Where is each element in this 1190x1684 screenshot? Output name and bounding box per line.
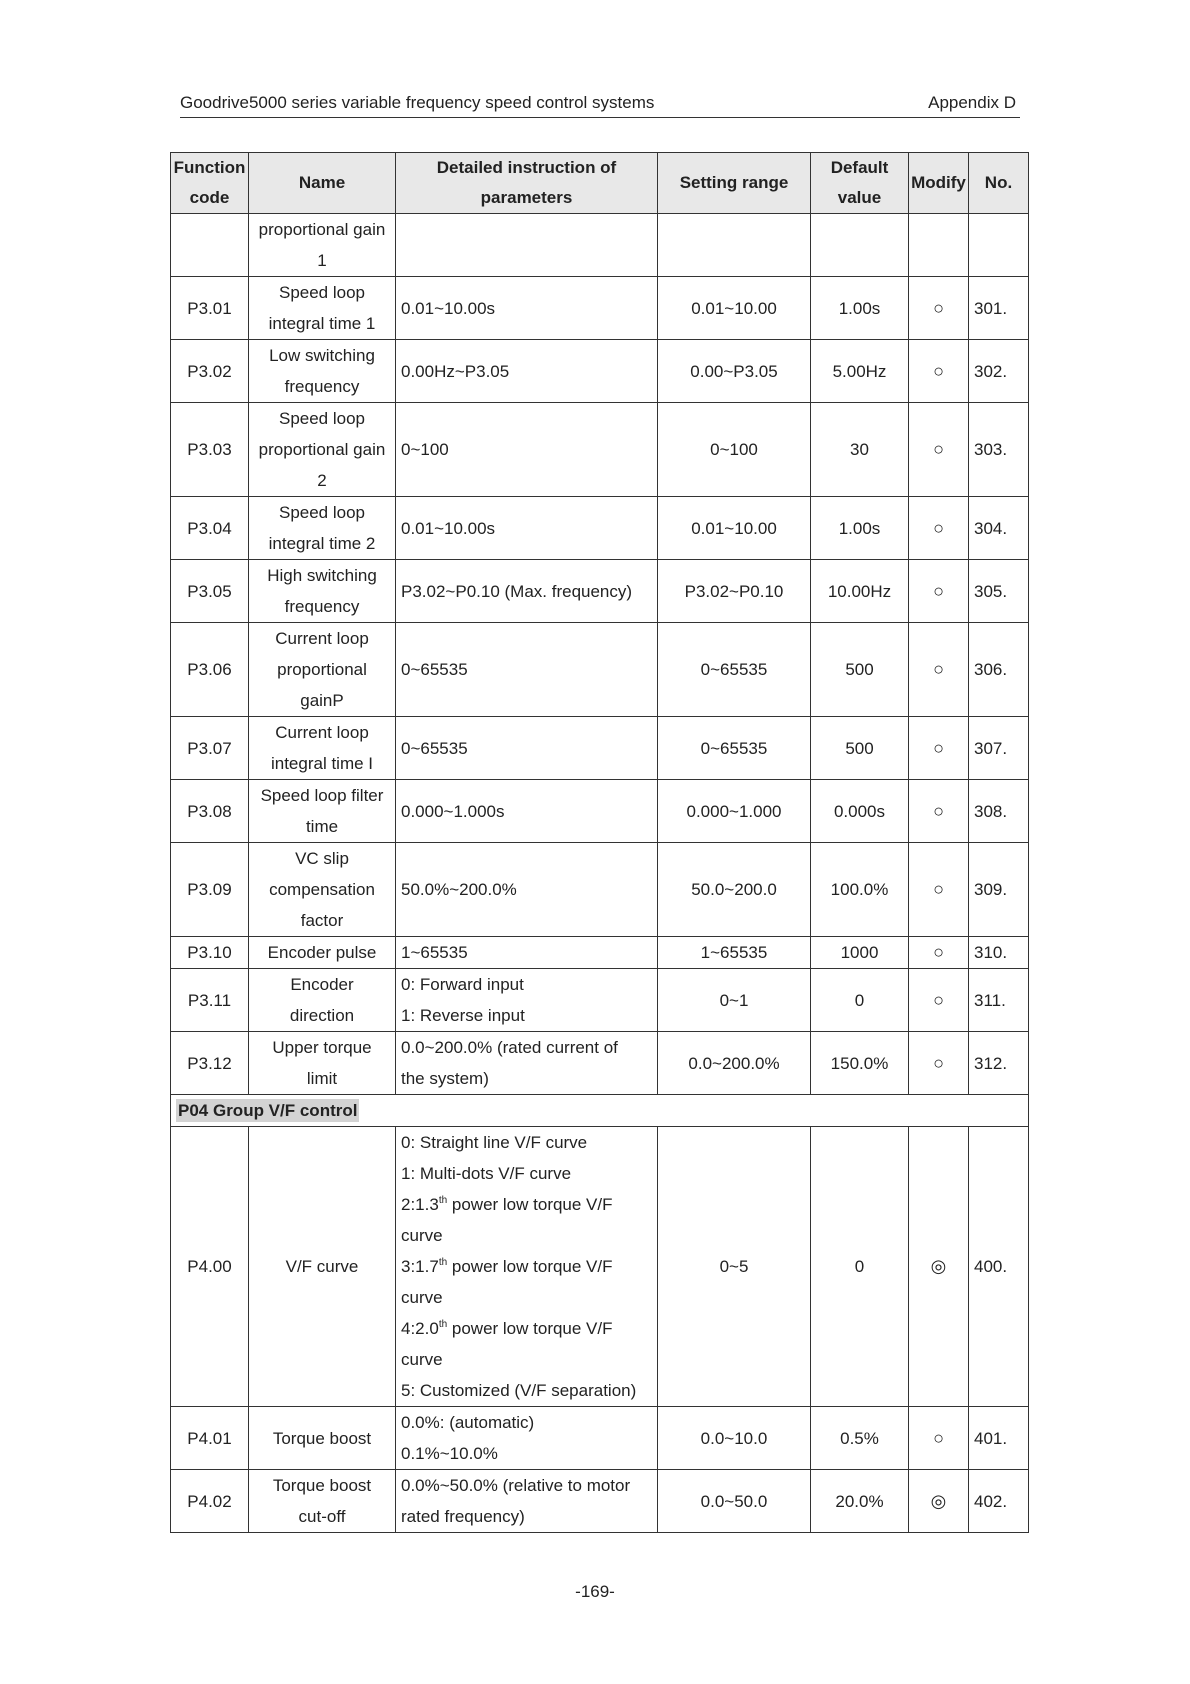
param-detail: 50.0%~200.0%	[396, 843, 658, 937]
modify-circle-icon: ○	[909, 937, 969, 969]
param-name: VC slip compensation factor	[249, 843, 396, 937]
modify-circle-icon: ○	[909, 497, 969, 560]
modify-circle-icon: ○	[909, 780, 969, 843]
group-heading: P04 Group V/F control	[178, 1101, 358, 1120]
param-number: 306.	[969, 623, 1029, 717]
setting-range: 1~65535	[658, 937, 811, 969]
modify-circle-icon	[909, 214, 969, 277]
function-code: P3.03	[171, 403, 249, 497]
param-detail: 0.0~200.0% (rated current of the system)	[396, 1032, 658, 1095]
param-number: 401.	[969, 1407, 1029, 1470]
param-name: High switching frequency	[249, 560, 396, 623]
modify-circle-icon: ○	[909, 277, 969, 340]
modify-circle-icon: ○	[909, 969, 969, 1032]
setting-range: 0.0~50.0	[658, 1470, 811, 1533]
setting-range: 0.00~P3.05	[658, 340, 811, 403]
setting-range: 0.0~10.0	[658, 1407, 811, 1470]
page-number: -169-	[575, 1582, 615, 1601]
modify-double-circle-icon: ◎	[909, 1470, 969, 1533]
function-code: P3.08	[171, 780, 249, 843]
param-number: 311.	[969, 969, 1029, 1032]
param-name: Current loop integral time I	[249, 717, 396, 780]
param-name: Speed loop filter time	[249, 780, 396, 843]
default-value: 5.00Hz	[811, 340, 909, 403]
param-name: Torque boost cut-off	[249, 1470, 396, 1533]
col-no: No.	[969, 153, 1029, 214]
param-number: 310.	[969, 937, 1029, 969]
setting-range: 0~1	[658, 969, 811, 1032]
param-number: 303.	[969, 403, 1029, 497]
table-row	[171, 843, 1029, 937]
table-row	[171, 560, 1029, 623]
param-number: 305.	[969, 560, 1029, 623]
table-row	[171, 340, 1029, 403]
param-name: Torque boost	[249, 1407, 396, 1470]
param-detail: P3.02~P0.10 (Max. frequency)	[396, 560, 658, 623]
default-value: 10.00Hz	[811, 560, 909, 623]
function-code: P3.10	[171, 937, 249, 969]
group-row-body	[171, 1095, 1029, 1407]
function-code: P3.12	[171, 1032, 249, 1095]
default-value: 30	[811, 403, 909, 497]
param-name: V/F curve	[249, 1127, 396, 1407]
table-row	[171, 937, 1029, 969]
param-detail: 0~65535	[396, 717, 658, 780]
modify-circle-icon: ○	[909, 1407, 969, 1470]
modify-circle-icon: ○	[909, 717, 969, 780]
modify-circle-icon: ○	[909, 340, 969, 403]
param-number: 308.	[969, 780, 1029, 843]
param-detail: 0.0%~50.0% (relative to motor rated frequency)	[396, 1470, 658, 1533]
setting-range: P3.02~P0.10	[658, 560, 811, 623]
param-detail: 0: Forward input 1: Reverse input	[396, 969, 658, 1032]
function-code: P3.04	[171, 497, 249, 560]
setting-range	[658, 214, 811, 277]
modify-circle-icon: ○	[909, 1032, 969, 1095]
param-number: 304.	[969, 497, 1029, 560]
table-header	[171, 153, 1029, 214]
default-value	[811, 214, 909, 277]
col-function-code: Function code	[171, 153, 249, 214]
param-name: Low switching frequency	[249, 340, 396, 403]
function-code: P4.02	[171, 1470, 249, 1533]
section-label: Appendix D	[928, 93, 1016, 112]
setting-range: 0.01~10.00	[658, 497, 811, 560]
default-value: 100.0%	[811, 843, 909, 937]
col-detailed-instruction: Detailed instruction of parameters	[396, 153, 658, 214]
modify-circle-icon: ○	[909, 623, 969, 717]
table-row	[171, 780, 1029, 843]
default-value: 20.0%	[811, 1470, 909, 1533]
modify-circle-icon: ○	[909, 560, 969, 623]
group-heading-cell	[171, 1095, 1029, 1127]
col-modify: Modify	[909, 153, 969, 214]
default-value: 0.000s	[811, 780, 909, 843]
function-code: P3.07	[171, 717, 249, 780]
page-header	[180, 93, 1020, 118]
param-name: proportional gain 1	[249, 214, 396, 277]
param-number: 312.	[969, 1032, 1029, 1095]
param-detail: 0: Straight line V/F curve 1: Multi-dots V/F curve 2:1.3th power low torque V/F curve 3:1.7th power low torque V/F curve 4:2.0th power low torque V/F curve 5: Customized (V/F separation)	[396, 1127, 658, 1407]
table-row	[171, 623, 1029, 717]
function-code: P4.01	[171, 1407, 249, 1470]
table-row	[171, 497, 1029, 560]
default-value: 150.0%	[811, 1032, 909, 1095]
param-detail: 0.01~10.00s	[396, 497, 658, 560]
table-row	[171, 403, 1029, 497]
function-code: P3.11	[171, 969, 249, 1032]
param-number: 400.	[969, 1127, 1029, 1407]
default-value: 0	[811, 1127, 909, 1407]
param-detail: 0.0%: (automatic) 0.1%~10.0%	[396, 1407, 658, 1470]
table-row	[171, 1032, 1029, 1095]
modify-circle-icon: ○	[909, 403, 969, 497]
param-detail	[396, 214, 658, 277]
default-value: 500	[811, 717, 909, 780]
setting-range: 0.000~1.000	[658, 780, 811, 843]
function-code: P3.09	[171, 843, 249, 937]
setting-range: 0.0~200.0%	[658, 1032, 811, 1095]
default-value: 1.00s	[811, 497, 909, 560]
param-number: 309.	[969, 843, 1029, 937]
param-number	[969, 214, 1029, 277]
table-row	[171, 717, 1029, 780]
param-number: 302.	[969, 340, 1029, 403]
function-code: P4.00	[171, 1127, 249, 1407]
modify-double-circle-icon: ◎	[909, 1127, 969, 1407]
table-body-p3	[171, 214, 1029, 1095]
param-name: Upper torque limit	[249, 1032, 396, 1095]
function-code	[171, 214, 249, 277]
param-name: Speed loop proportional gain 2	[249, 403, 396, 497]
param-number: 301.	[969, 277, 1029, 340]
param-detail: 0.00Hz~P3.05	[396, 340, 658, 403]
table-row	[171, 1407, 1029, 1470]
param-detail: 0~100	[396, 403, 658, 497]
function-code: P3.01	[171, 277, 249, 340]
setting-range: 0.01~10.00	[658, 277, 811, 340]
col-setting-range: Setting range	[658, 153, 811, 214]
setting-range: 0~65535	[658, 717, 811, 780]
col-name: Name	[249, 153, 396, 214]
table-row	[171, 214, 1029, 277]
table-body-p4	[171, 1407, 1029, 1533]
param-detail: 0.000~1.000s	[396, 780, 658, 843]
col-default-value: Default value	[811, 153, 909, 214]
default-value: 0.5%	[811, 1407, 909, 1470]
function-code: P3.05	[171, 560, 249, 623]
default-value: 1.00s	[811, 277, 909, 340]
param-name: Speed loop integral time 1	[249, 277, 396, 340]
param-name: Speed loop integral time 2	[249, 497, 396, 560]
table-row	[171, 969, 1029, 1032]
table-row	[171, 277, 1029, 340]
param-name: Encoder direction	[249, 969, 396, 1032]
modify-circle-icon: ○	[909, 843, 969, 937]
setting-range: 0~5	[658, 1127, 811, 1407]
default-value: 1000	[811, 937, 909, 969]
param-name: Encoder pulse	[249, 937, 396, 969]
default-value: 0	[811, 969, 909, 1032]
default-value: 500	[811, 623, 909, 717]
setting-range: 0~100	[658, 403, 811, 497]
param-number: 307.	[969, 717, 1029, 780]
param-detail: 0.01~10.00s	[396, 277, 658, 340]
param-number: 402.	[969, 1470, 1029, 1533]
function-code: P3.02	[171, 340, 249, 403]
parameter-table	[170, 152, 1029, 1533]
setting-range: 0~65535	[658, 623, 811, 717]
param-detail: 0~65535	[396, 623, 658, 717]
table-row	[171, 1470, 1029, 1533]
document-title: Goodrive5000 series variable frequency speed control systems	[180, 93, 655, 112]
setting-range: 50.0~200.0	[658, 843, 811, 937]
param-detail: 1~65535	[396, 937, 658, 969]
function-code: P3.06	[171, 623, 249, 717]
param-name: Current loop proportional gainP	[249, 623, 396, 717]
table-row	[171, 1127, 1029, 1407]
group-row	[171, 1095, 1029, 1127]
